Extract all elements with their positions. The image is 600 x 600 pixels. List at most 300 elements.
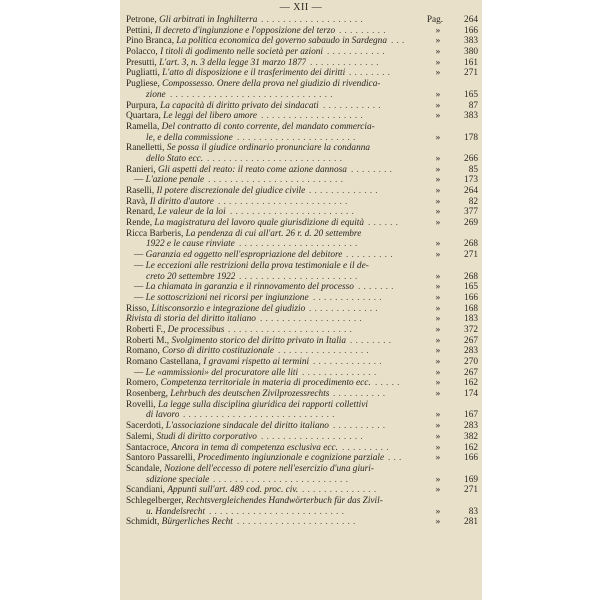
index-entry xyxy=(126,357,478,368)
leader-dots: ...................... xyxy=(239,271,361,282)
entry-text xyxy=(126,186,305,197)
entry-title: Ancora in tema di competenza esclusiva ecc. xyxy=(171,442,338,453)
page-prefix: » xyxy=(435,303,441,314)
leader-dots: ...... xyxy=(368,218,402,229)
page-number: 173 xyxy=(464,175,478,186)
index-entry xyxy=(126,239,478,250)
entry-title: dello Stato ecc. xyxy=(146,153,204,164)
entry-author: Renard, xyxy=(126,207,158,218)
entry-text xyxy=(126,485,298,496)
entry-text xyxy=(126,229,361,240)
entry-text xyxy=(126,36,387,47)
page-number: 382 xyxy=(464,431,478,442)
entry-author: Sacerdoti, xyxy=(126,421,166,432)
entry-title: La capacità di diritto privato dei sindacati xyxy=(160,100,319,111)
entry-title: Rivista di storia del diritto italiano xyxy=(126,314,256,325)
page-prefix: » xyxy=(435,442,441,453)
page-prefix: » xyxy=(435,271,441,282)
entry-text xyxy=(126,389,329,400)
entry-title: Gli arbitrati in Inghilterra xyxy=(159,15,258,25)
entry-title: Del contratto di conto corrente, del mandato commercia- xyxy=(161,121,375,132)
page-prefix: » xyxy=(435,36,441,47)
entry-author: Romero, xyxy=(126,378,161,389)
entry-title: sdizione speciale xyxy=(146,474,210,485)
entry-title: Le «ammissioni» del procuratore alle liti xyxy=(145,367,299,378)
index-entry xyxy=(126,314,478,325)
entry-title: L'art. 3, n. 3 della legge 31 marzo 1877 xyxy=(159,57,307,68)
index-entry xyxy=(126,122,478,133)
entry-author: — xyxy=(134,292,146,303)
entry-text xyxy=(146,410,179,421)
page-prefix: » xyxy=(435,410,441,421)
entry-text xyxy=(134,261,369,272)
page-number: 270 xyxy=(464,357,478,367)
index-entry xyxy=(126,26,478,37)
entry-title: L'azione penale xyxy=(145,175,205,186)
leader-dots: ............. xyxy=(313,357,385,367)
entry-title: Le sottoscrizioni nei ricorsi per ingiunzione xyxy=(145,292,309,303)
page-prefix: » xyxy=(435,175,441,186)
index-entry xyxy=(126,175,478,186)
entry-text xyxy=(126,122,375,133)
entry-title: di lavoro xyxy=(146,410,180,421)
entry-title: Compossesso. Onere della prova nel giudizio di rivendica- xyxy=(162,79,381,90)
index-entry xyxy=(126,90,478,101)
entry-text xyxy=(126,218,364,229)
entry-text xyxy=(126,517,233,528)
entry-title: Competenza territoriale in materia di procedimento ecc. xyxy=(160,378,371,389)
entry-author: — xyxy=(134,260,146,271)
page-prefix: » xyxy=(435,47,441,58)
entry-title: I gravami rispetto ai termini xyxy=(203,357,310,367)
entry-text xyxy=(126,304,305,315)
page-prefix: » xyxy=(435,517,441,528)
page-number: 165 xyxy=(464,89,478,100)
page-number: 166 xyxy=(464,453,478,464)
entry-text xyxy=(126,143,370,154)
entry-text xyxy=(146,272,235,283)
leader-dots: ...................... xyxy=(239,239,361,250)
entry-author: Pugliese, xyxy=(126,79,163,90)
leader-dots: ....... xyxy=(358,282,397,293)
page-number: 183 xyxy=(464,314,478,325)
index-entries xyxy=(126,15,478,528)
index-entry xyxy=(126,378,478,389)
page-prefix: Pag. xyxy=(426,15,444,25)
leader-dots: ........ xyxy=(351,164,396,175)
entry-title: Procedimento ingiunzionale e cognizione parziale xyxy=(197,453,385,464)
leader-dots: ....................... xyxy=(230,207,358,218)
entry-title: le, e della commissione xyxy=(146,132,233,143)
page-prefix: » xyxy=(435,218,441,229)
entry-author: Scandiani, xyxy=(126,485,168,496)
index-entry xyxy=(126,79,478,90)
index-entry xyxy=(126,101,478,112)
entry-text xyxy=(134,293,309,304)
leader-dots: ......................... xyxy=(208,175,347,186)
entry-author: Pugliatti, xyxy=(126,68,163,79)
index-entry xyxy=(126,336,478,347)
entry-text xyxy=(134,282,354,293)
index-entry xyxy=(126,47,478,58)
entry-text xyxy=(126,165,347,176)
entry-title: Studi di diritto corporativo xyxy=(156,431,257,442)
entry-text xyxy=(126,325,224,336)
page-number: 166 xyxy=(464,25,478,36)
page-number: 162 xyxy=(464,442,478,453)
entry-text xyxy=(126,58,306,69)
entry-author: Rosenberg, xyxy=(126,389,171,400)
entry-author: Presutti, xyxy=(126,57,160,68)
page-prefix: » xyxy=(435,292,441,303)
index-entry xyxy=(126,133,478,144)
leader-dots: ......... xyxy=(342,442,392,453)
index-entry xyxy=(126,432,478,443)
entry-author: — xyxy=(134,367,146,378)
index-entry xyxy=(126,36,478,47)
entry-text xyxy=(146,133,233,144)
page-prefix: » xyxy=(435,357,441,367)
leader-dots: ................... xyxy=(261,431,366,442)
page-prefix: » xyxy=(435,474,441,485)
index-entry xyxy=(126,111,478,122)
page-prefix: » xyxy=(435,89,441,100)
page-number: 268 xyxy=(464,271,478,282)
page-number: 161 xyxy=(464,57,478,68)
entry-author: Quartara, xyxy=(126,111,164,122)
page-prefix: » xyxy=(435,250,441,261)
page-number: 82 xyxy=(468,196,478,207)
entry-author: Polacco, xyxy=(126,47,161,58)
page-number: 267 xyxy=(464,335,478,346)
entry-text xyxy=(134,368,298,379)
entry-author: Salemi, xyxy=(126,431,157,442)
entry-author: Schmidt, xyxy=(126,517,162,528)
entry-text xyxy=(126,346,274,357)
entry-author: Santacroce, xyxy=(126,442,172,453)
entry-author: Ranelletti, xyxy=(126,143,167,154)
leader-dots: .............................. xyxy=(170,89,336,100)
entry-text xyxy=(146,90,166,101)
entry-title: I titoli di godimento nelle società per azioni xyxy=(160,47,324,58)
page-number: 271 xyxy=(464,250,478,261)
entry-author: Raselli, xyxy=(126,186,157,196)
index-entry xyxy=(126,165,478,176)
index-entry xyxy=(126,485,478,496)
page-prefix: » xyxy=(435,239,441,250)
entry-title: Le leggi del libero amore xyxy=(163,111,257,122)
entry-author: — xyxy=(134,282,146,293)
entry-title: De processibus xyxy=(167,324,225,335)
index-entry xyxy=(126,346,478,357)
leader-dots: ......................... xyxy=(213,474,352,485)
index-entry xyxy=(126,229,478,240)
page-prefix: » xyxy=(435,431,441,442)
page-prefix: » xyxy=(435,378,441,389)
entry-text xyxy=(146,475,209,486)
index-entry xyxy=(126,453,478,464)
page-prefix: » xyxy=(435,132,441,143)
entry-text xyxy=(126,443,338,454)
entry-text xyxy=(146,507,205,518)
page-prefix: » xyxy=(435,389,441,400)
entry-title: Svolgimento storico del diritto privato in Italia xyxy=(171,335,347,346)
entry-author: Roberti F., xyxy=(126,324,168,335)
leader-dots: ................... xyxy=(261,111,366,122)
page-number: 283 xyxy=(464,421,478,432)
page-prefix: » xyxy=(435,68,441,79)
page-prefix: » xyxy=(435,506,441,517)
entry-title: Bürgerliches Recht xyxy=(161,517,233,528)
index-entry xyxy=(126,218,478,229)
entry-author: Rovelli, xyxy=(126,399,159,410)
index-entry xyxy=(126,325,478,336)
leader-dots: ............. xyxy=(313,292,385,303)
entry-title: Lehrbuch des deutschen Zivilprozessrechts xyxy=(170,389,330,400)
page-number: 380 xyxy=(464,47,478,58)
page-number: 269 xyxy=(464,218,478,229)
entry-text xyxy=(126,111,257,122)
page-prefix: » xyxy=(435,25,441,36)
page-prefix: » xyxy=(435,282,441,293)
leader-dots: ....................... xyxy=(228,324,356,335)
entry-text xyxy=(126,336,346,347)
entry-title: zione xyxy=(146,89,166,100)
entry-text xyxy=(126,79,380,90)
leader-dots: ......................... xyxy=(207,153,346,164)
leader-dots: .............. xyxy=(302,367,380,378)
leader-dots: ................... xyxy=(261,15,366,25)
leader-dots: ............................ xyxy=(183,410,338,421)
page-number: 383 xyxy=(464,111,478,122)
index-entry xyxy=(126,400,478,411)
entry-author: Schlegelberger, xyxy=(126,495,186,506)
entry-author: Scandale, xyxy=(126,463,165,474)
entry-author: Ranieri, xyxy=(126,164,159,175)
entry-title: Il decreto d'ingiunzione e l'opposizione del terzo xyxy=(154,25,336,36)
page-prefix: » xyxy=(435,196,441,207)
page-prefix: » xyxy=(435,453,441,464)
page-number: 174 xyxy=(464,389,478,400)
entry-text xyxy=(126,26,335,37)
leader-dots: ............. xyxy=(309,186,381,196)
index-entry xyxy=(126,197,478,208)
page-prefix: » xyxy=(435,186,441,196)
leader-dots: ............. xyxy=(309,303,381,314)
entry-text xyxy=(126,464,374,475)
index-entry xyxy=(126,58,478,69)
entry-title: Le eccezioni alle restrizioni della prova testimoniale e il de- xyxy=(145,260,369,271)
index-entry xyxy=(126,475,478,486)
entry-title: L'associazione sindacale del diritto italiano xyxy=(165,421,329,432)
index-entry xyxy=(126,507,478,518)
entry-text xyxy=(126,453,384,464)
page-number: 87 xyxy=(468,100,478,111)
index-entry xyxy=(126,282,478,293)
entry-title: u. Handelsrecht xyxy=(146,506,206,517)
page-number: 266 xyxy=(464,153,478,164)
entry-author: Pettini, xyxy=(126,25,155,36)
entry-author: Ramella, xyxy=(126,121,162,132)
leader-dots: ................... xyxy=(260,314,365,325)
page-number: 83 xyxy=(468,506,478,517)
page-prefix: » xyxy=(435,164,441,175)
page-prefix: » xyxy=(435,324,441,335)
index-entry xyxy=(126,143,478,154)
entry-author: Santoro Passarelli, xyxy=(126,453,198,464)
entry-title: La chiamata in garanzia e il rinnovamento del processo xyxy=(145,282,354,293)
entry-author: Ravà, xyxy=(126,196,150,207)
entry-text xyxy=(126,15,257,26)
page-number: 377 xyxy=(464,207,478,218)
entry-title: La politica economica del governo sabaudo in Sardegna xyxy=(176,36,387,47)
entry-text xyxy=(126,207,226,218)
page-number: 162 xyxy=(464,378,478,389)
page-prefix: » xyxy=(435,346,441,357)
entry-title: La pendenza di cui all'art. 26 r. d. 20 settembre xyxy=(185,228,362,239)
entry-author: Risso, xyxy=(126,303,152,314)
entry-title: L'atto di disposizione e il trasferimento dei diritti xyxy=(162,68,346,79)
index-entry xyxy=(126,250,478,261)
index-entry xyxy=(126,261,478,272)
leader-dots: ......... xyxy=(346,250,396,261)
page-prefix: » xyxy=(435,57,441,68)
index-entry xyxy=(126,304,478,315)
index-entry xyxy=(126,154,478,165)
entry-title: Appunti sull'art. 489 cod. proc. civ. xyxy=(167,485,299,496)
index-entry xyxy=(126,186,478,197)
page-number: 283 xyxy=(464,346,478,357)
entry-author: Roberti M., xyxy=(126,335,172,346)
entry-author: — xyxy=(134,175,146,186)
index-entry xyxy=(126,389,478,400)
index-entry xyxy=(126,68,478,79)
entry-title: Le valeur de la loi xyxy=(157,207,226,218)
entry-text xyxy=(126,47,323,58)
index-entry xyxy=(126,410,478,421)
entry-title: Garanzia ed oggetto nell'espropriazione del debitore xyxy=(145,250,343,261)
leader-dots: ........................ xyxy=(218,196,351,207)
entry-title: Corso di diritto costituzionale xyxy=(162,346,274,357)
entry-title: Gli aspetti del reato: il reato come azione dannosa xyxy=(158,164,347,175)
entry-text xyxy=(126,314,256,325)
page-number: 168 xyxy=(464,303,478,314)
leader-dots: ................. xyxy=(278,346,372,357)
page-prefix: » xyxy=(435,421,441,432)
page-number: 267 xyxy=(464,367,478,378)
page-number: 383 xyxy=(464,36,478,47)
page-prefix: » xyxy=(435,314,441,325)
page-number: 166 xyxy=(464,292,478,303)
entry-title: La magistratura del lavoro quale giurisdizione di equità xyxy=(154,218,365,229)
leader-dots: ............. xyxy=(310,57,382,68)
page-number: 264 xyxy=(464,15,478,25)
leader-dots: ..... xyxy=(375,378,403,389)
leader-dots: .......... xyxy=(333,421,389,432)
page-prefix: » xyxy=(435,367,441,378)
entry-title: Nozione dell'eccesso di potere nell'esercizio d'una giuri- xyxy=(164,463,374,474)
entry-text xyxy=(126,378,371,389)
entry-author: Petrone, xyxy=(126,15,160,25)
page-prefix: » xyxy=(435,207,441,218)
entry-title: Rechtsvergleichendes Handwörterbuch für das Zivil- xyxy=(185,495,383,506)
entry-text xyxy=(126,101,319,112)
page-prefix: » xyxy=(435,485,441,496)
page-number: 165 xyxy=(464,282,478,293)
leader-dots: ... xyxy=(391,36,408,47)
entry-text xyxy=(126,357,309,368)
index-entry xyxy=(126,15,478,26)
leader-dots: ........ xyxy=(350,335,395,346)
leader-dots: ........ xyxy=(349,68,394,79)
entry-title: Il potere discrezionale del giudice civile xyxy=(156,186,306,196)
entry-author: — xyxy=(134,250,146,261)
page-number: 167 xyxy=(464,410,478,421)
index-entry xyxy=(126,421,478,432)
entry-title: Litisconsorzio e integrazione del giudizio xyxy=(151,303,306,314)
entry-text xyxy=(134,175,204,186)
index-entry xyxy=(126,496,478,507)
page-number: 271 xyxy=(464,68,478,79)
entry-title: 1922 e le cause rinviate xyxy=(146,239,235,250)
page-prefix: » xyxy=(435,100,441,111)
index-entry xyxy=(126,368,478,379)
index-entry xyxy=(126,443,478,454)
page-number: 372 xyxy=(464,324,478,335)
page-number-header: — XII — xyxy=(279,2,323,13)
leader-dots: ......................... xyxy=(209,506,348,517)
index-entry xyxy=(126,293,478,304)
entry-text xyxy=(146,154,203,165)
entry-author: Pino Branca, xyxy=(126,36,177,47)
leader-dots: ...................... xyxy=(237,132,359,143)
index-entry xyxy=(126,464,478,475)
entry-text xyxy=(126,68,345,79)
entry-text xyxy=(134,250,342,261)
page-prefix: » xyxy=(435,153,441,164)
entry-title: Il diritto d'autore xyxy=(149,196,214,207)
page-number: 271 xyxy=(464,485,478,496)
page-number: 281 xyxy=(464,517,478,528)
entry-author: Romano, xyxy=(126,346,163,357)
entry-text xyxy=(126,496,383,507)
leader-dots: ........... xyxy=(323,100,384,111)
page-number: 264 xyxy=(464,186,478,196)
page-number: 268 xyxy=(464,239,478,250)
book-page xyxy=(120,0,482,600)
entry-author: Rende, xyxy=(126,218,155,229)
page-prefix: » xyxy=(435,111,441,122)
leader-dots: ... xyxy=(388,453,405,464)
page-number: 85 xyxy=(468,164,478,175)
index-entry xyxy=(126,207,478,218)
leader-dots: ......... xyxy=(339,25,389,36)
entry-text xyxy=(126,400,368,411)
page-number: 169 xyxy=(464,474,478,485)
leader-dots: ...................... xyxy=(237,517,359,528)
entry-author: Ricca Barberis, xyxy=(126,228,186,239)
page-prefix: » xyxy=(435,335,441,346)
entry-title: La legge sulla disciplina giuridica dei rapporti collettivi xyxy=(158,399,368,410)
entry-author: Purpura, xyxy=(126,100,161,111)
index-entry xyxy=(126,517,478,528)
leader-dots: .............. xyxy=(302,485,380,496)
entry-text xyxy=(126,432,257,443)
leader-dots: ........... xyxy=(327,47,388,58)
entry-text xyxy=(126,421,329,432)
entry-text xyxy=(126,197,214,208)
entry-title: creto 20 settembre 1922 xyxy=(146,271,236,282)
